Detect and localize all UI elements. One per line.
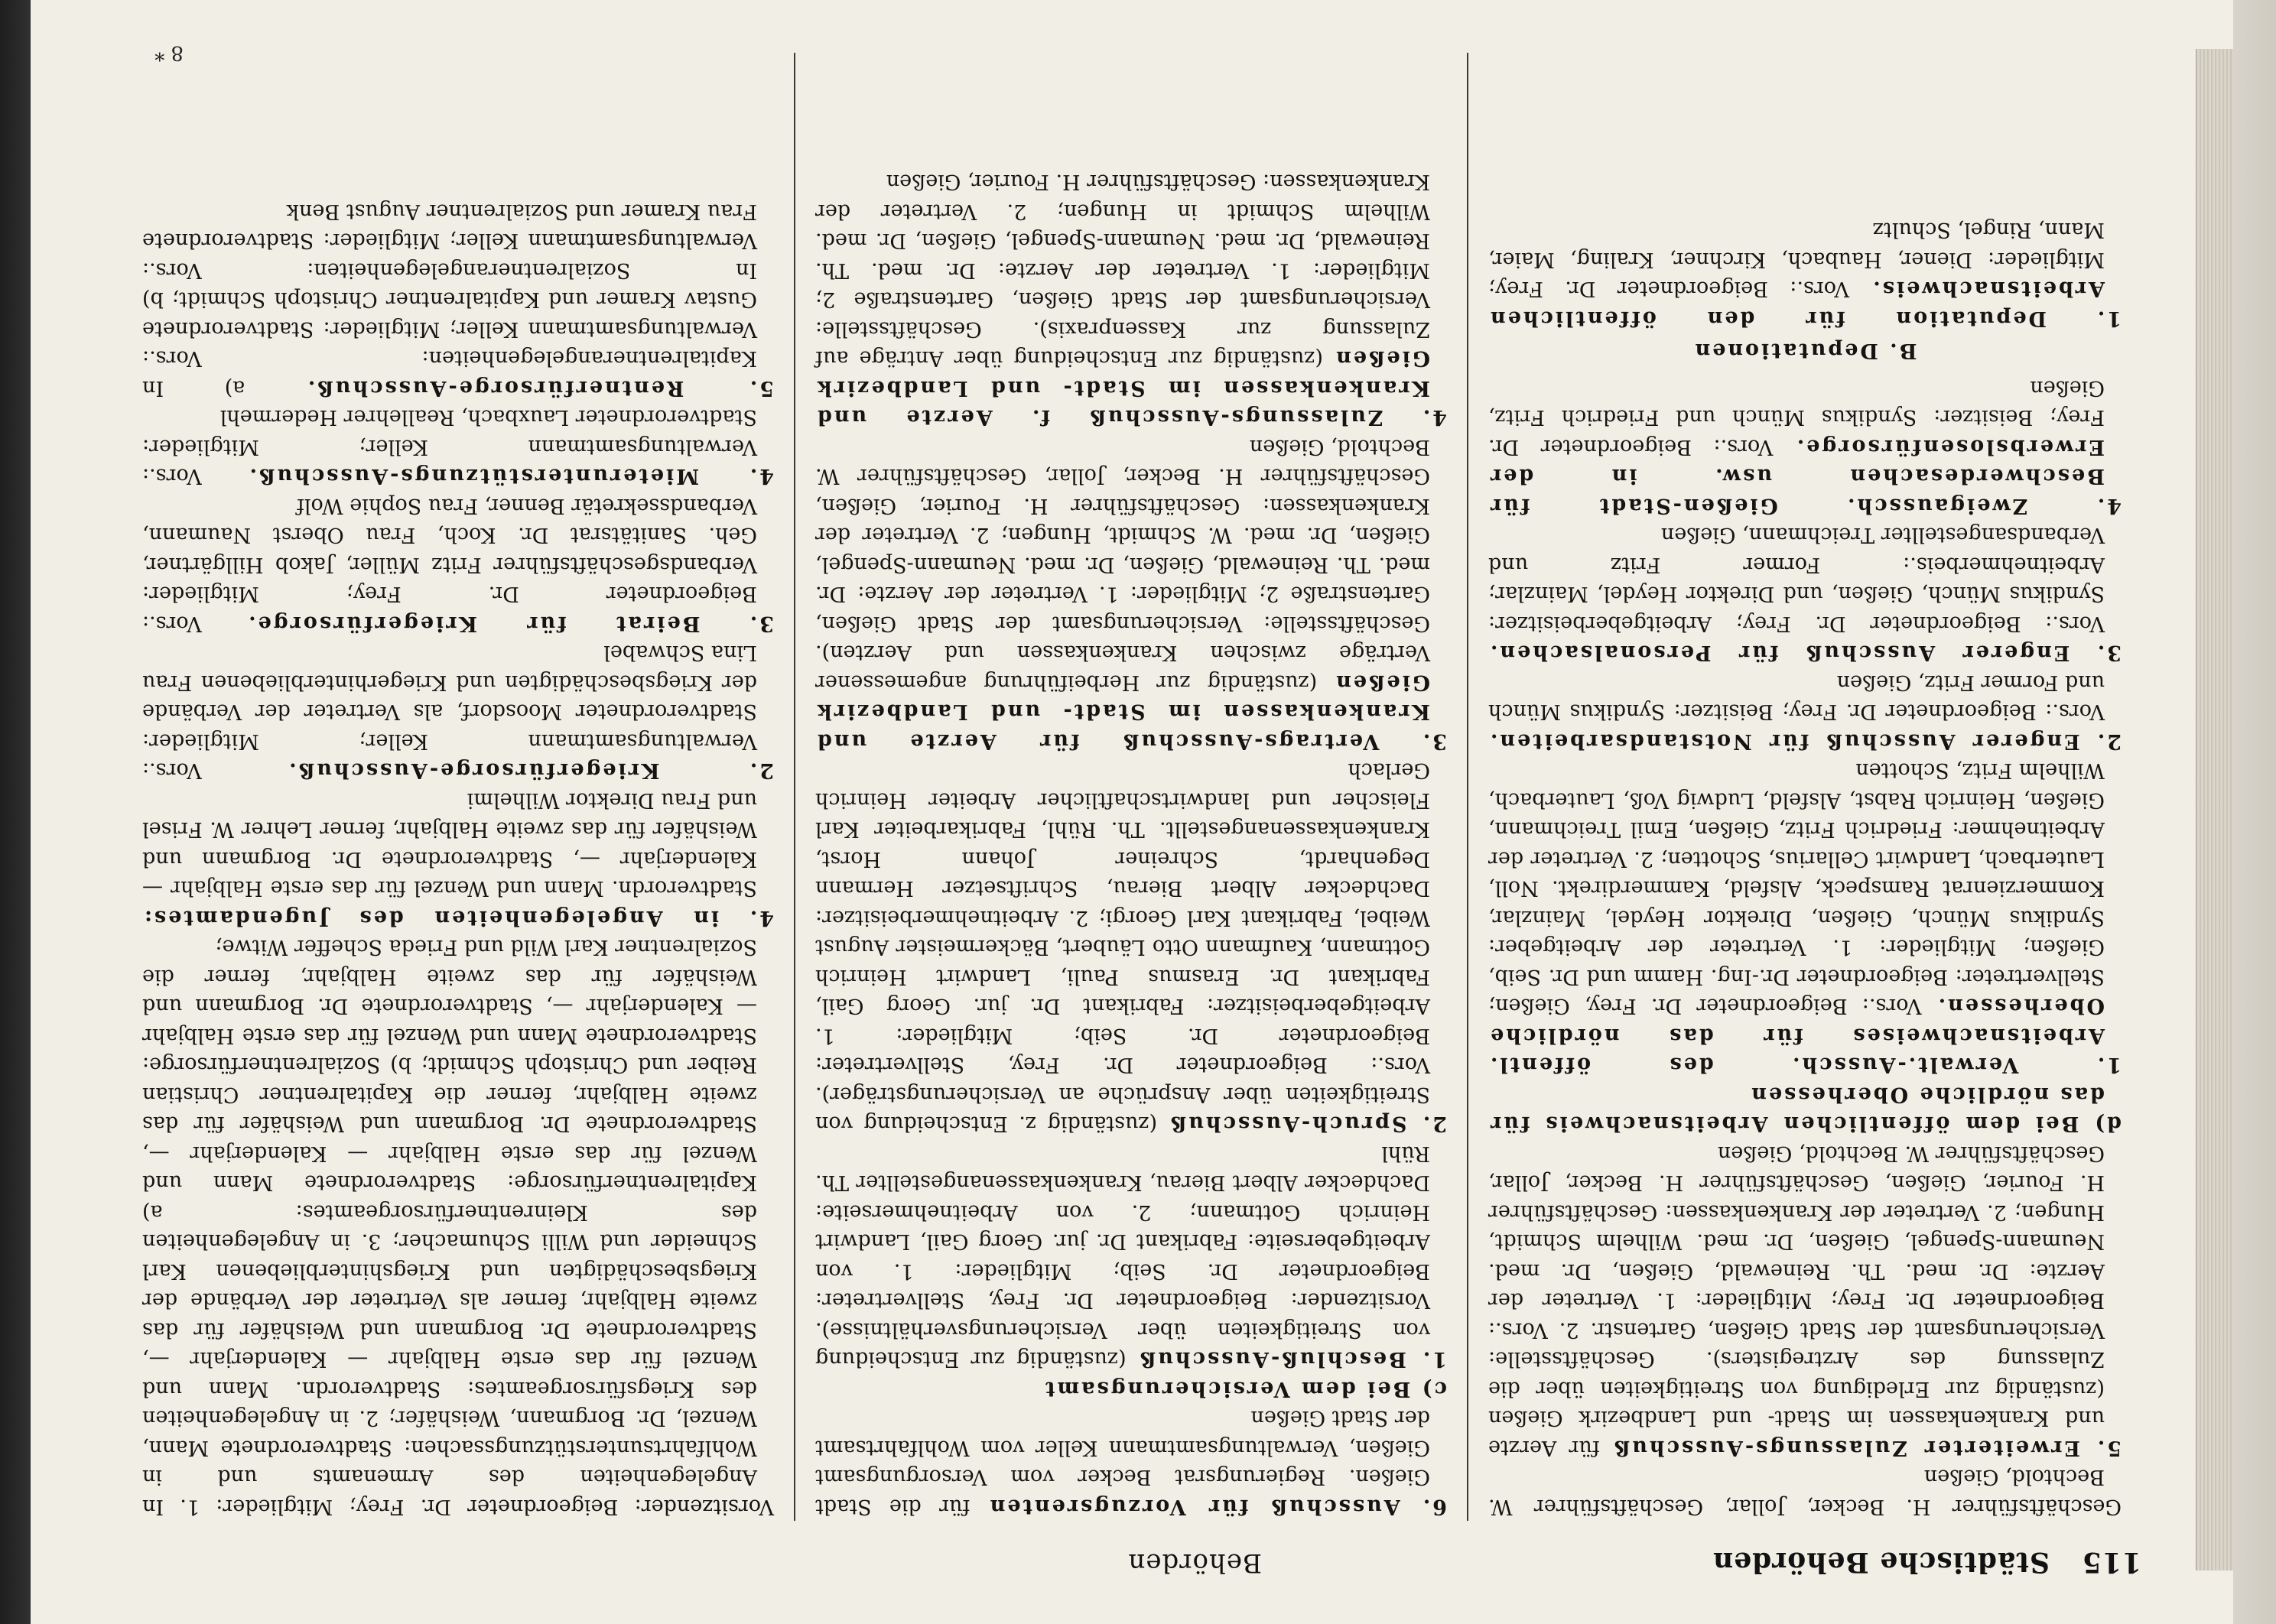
entry-heading: c) Bei dem Versicherungsamt: [1043, 1377, 1447, 1401]
entry-heading: 6. Ausschuß für Vorzugsrenten: [987, 1495, 1447, 1518]
entry-heading: 5. Rentnerfürsorge-Ausschuß.: [305, 376, 774, 400]
entry-heading: 3. Engerer Ausschuß für Personalsachen.: [1488, 641, 2122, 665]
signature-mark: 8 *: [154, 41, 184, 64]
entry: [1488, 667, 2122, 756]
column-left: [1468, 53, 2141, 1521]
entry-text: Geschäftsführer H. Becker, Jollar, Geschäftsführer W. Bechtold, Gießen: [1488, 1465, 2122, 1518]
entry: [815, 167, 1447, 432]
entry-heading: 2. Kriegerfürsorge-Ausschuß.: [287, 758, 774, 783]
entry-heading: 3. Beirat für Kriegerfürsorge.: [246, 612, 774, 635]
entry: [142, 491, 774, 638]
entry-text: Vors.: Beigeordneter Dr. Frey; Arbeitgeberbeisitzer: Syndikus Münch, Gießen, und Direktor Heydel, Mainzlar; Arbeitnehmerbeis.: Former Fritz und Verbandsangestellter Treichmann, Gießen: [1488, 523, 2105, 635]
entry-text: Vors.: Verwaltungsamtmann Keller; Mitglieder: Stadtverordneter Lauxbach, Reallehrer Hedermehl: [142, 405, 757, 489]
entry: [1488, 215, 2122, 333]
entry: [1488, 1462, 2122, 1521]
entry-text: Vors.: Beigeordneter Dr. Frey, Gießen; Stellvertreter: Beigeordneter Dr.-Ing. Hamm und Dr. Seib, Gießen; Mitglieder: 1. Vertreter der Arbeitgeber: Syndikus Münch, Gießen, Direktor Heydel, Mainzlar, Kommerzienrat Ramspeck, Alsfeld, Kammerdirekt. Noll, Lauterbach, Landwirt Cellarius, Schotten; 2. Vertreter der Arbeitnehmer: Friedrich Fritz, Gießen, Emil Treichmann, Gießen, Heinrich Rabst, Alsfeld, Ludwig Voß, Lauterbach, Wilhelm Fritz, Schotten: [1488, 758, 2105, 1018]
entry: [815, 1138, 1447, 1374]
entry: [1488, 520, 2122, 667]
entry-heading: 2. Spruch-Ausschuß: [1168, 1112, 1447, 1136]
entry-heading: B. Deputationen: [1692, 339, 1917, 363]
page-header: [122, 1532, 2141, 1578]
entry: [142, 932, 774, 1521]
entry-heading: 4. Zulassungs-Ausschuß f. Aerzte und Krankenkassen im Stadt- und Landbezirk Gießen: [815, 346, 1447, 430]
entry-text: Vors.: Beigeordneter Dr. Frey; Beisitzer: Syndikus Münch und Former Fritz, Gießen: [1488, 671, 2105, 724]
entry-heading: 5. Erweiterter Zulassungs-Ausschuß: [1611, 1436, 2122, 1460]
entry-heading: 1. Beschluß-Ausschuß: [1137, 1347, 1447, 1372]
entry: [142, 197, 774, 403]
column-middle: [795, 53, 1468, 1521]
entry: [815, 755, 1447, 1138]
entry-text: für die Stadt Gießen. Regierungsrat Becker vom Versorgungsamt Gießen, Verwaltungsamtmann Keller vom Wohlfahrtsamt der Stadt Gießen: [815, 1406, 1430, 1518]
entry-heading: 3. Vertrags-Ausschuß für Aerzte und Krankenkassen im Stadt- und Landbezirk Gießen: [815, 671, 1447, 753]
entry-heading: 1. Deputation für den öffentlichen Arbeitsnachweis.: [1488, 277, 2122, 330]
column-right: [122, 53, 795, 1521]
entry-text: (zuständig zur Entscheidung von Streitigkeiten über Versicherungsverhältnisse). Vorsitzender: Beigeordneter Dr. Frey, Stellvertreter: Beigeordneter Dr. Seib; Mitglieder: 1. von Arbeitgeberseite: Fabrikant Dr. jur. Georg Gail, Landwirt Heinrich Gottmann; 2. von Arbeitnehmerseite: Dachdecker Albert Bierau, Krankenkassenangestellter Th. Rühl: [815, 1142, 1430, 1372]
entry: [1488, 755, 2122, 1080]
entry: [815, 1403, 1447, 1521]
entry-heading: 4. Zweigaussch. Gießen-Stadt für Beschwerdesachen usw. in der Erwerbslosenfürsorge.: [1488, 435, 2122, 518]
running-title: Städtische Behörden: [1712, 1546, 2050, 1578]
entry-text: (zuständig zur Herbeiführung angemessener Verträge zwischen Krankenkassen und Aerzten). Geschäftsstelle: Versicherungsamt der Stadt Gießen, Gartenstraße 2; Mitglieder: 1. Vertreter der Aerzte: Dr. med. Th. Reinewald, Gießen, Dr. med. Neumann-Spengel, Gießen, Dr. med. W. Schmidt, Hungen; 2. Vertreter der Krankenkassen: Geschäftsführer H. Fourier, Gießen, Geschäftsführer H. Becker, Jollar, Geschäftsführer W. Bechtold, Gießen: [815, 435, 1430, 694]
stacked-page-edges: [2196, 49, 2233, 1570]
entry-heading: 2. Engerer Ausschuß für Notstandsarbeiten.: [1488, 729, 2122, 753]
entry: [142, 638, 774, 785]
entry-text: Stadtverordn. Mann und Wenzel für das erste Halbjahr — Kalenderjahr —, Stadtverordnete Dr. Borgmann und Weishäfer für das zweite Halbjahr, ferner Lehrer W. Frisel und Frau Direktor Wilhelmi: [142, 788, 757, 901]
book-page: [31, 0, 2233, 1624]
entry-heading: 1. Verwalt.-Aussch. des öffentl. Arbeitsnachweises für das nördliche Oberhessen.: [1488, 994, 2122, 1077]
entry-heading: d) Bei dem öffentlichen Arbeitsnachweis für das nördliche Oberhessen: [1488, 1083, 2122, 1136]
entry-text: (zuständig z. Entscheidung von Streitigkeiten über Ansprüche an Versicherungsträger). Vors.: Beigeordneter Dr. Frey, Stellvertreter: Beigeordneter Dr. Seib; Mitglieder: 1. Arbeitgeberbeisitzer: Fabrikant Dr. jur. Georg Gail, Fabrikant Dr. Erasmus Pauli, Landwirt Heinrich Gottmann, Kaufmann Otto Läubert, Bäckermeister August Weibel, Fabrikant Karl Georgi; 2. Arbeitnehmerbeisitzer: Dachdecker Albert Bierau, Schriftsetzer Hermann Degenhardt, Schreiner Johann Horst, Krankenkassenangestellt. Th. Rühl, Fabrikarbeiter Karl Fleischer und landwirtschaftlicher Arbeiter Heinrich Gerlach: [815, 758, 1430, 1136]
entry: [1488, 1138, 2122, 1463]
entry-text: Vors.: Beigeordneter Dr. Frey; Mitglieder: Verbandsgeschäftsführer Fritz Müller, Jakob Hillgärtner, Geh. Sanitätsrat Dr. Koch, Frau Oberst Naumann, Verbandssekretär Benner, Frau Sophie Wolf: [141, 494, 757, 635]
page-number: 115: [2081, 1546, 2141, 1578]
entry-heading: 4. Mieterunterstützungs-Ausschuß.: [247, 464, 774, 489]
entry-text: a) In Kapitalrentnerangelegenheiten: Vors.: Verwaltungsamtmann Keller; Mitglieder: Stadtverordnete Gustav Kramer und Kapitalrentner Christoph Schmidt; b) In Sozialrentnerangelegenheiten: Vors.: Verwaltungsamtmann Keller; Mitglieder: Stadtverordnete Frau Kramer und Sozialrentner August Benk: [142, 200, 757, 400]
entry: [142, 785, 774, 933]
entry: [1488, 1080, 2122, 1138]
section-title: Behörden: [1127, 1548, 1262, 1578]
entry: [815, 1374, 1447, 1404]
entry: [1488, 336, 2122, 365]
entry-text: Vors.: Beigeordneter Dr. Frey; Mitglieder: Diener, Haubach, Kirchner, Kraling, Maier, Mann, Ringel, Schultz: [1488, 218, 2105, 301]
entry: [142, 402, 774, 491]
text-columns: [122, 53, 2141, 1521]
entry-text: Vors.: Verwaltungsamtmann Keller; Mitglieder: Stadtverordneter Moosdorf, als Vertreter der Verbände der Kriegsbeschädigten und Kriegerhinterbliebenen Frau Lina Schwabel: [142, 641, 757, 783]
entry: [815, 432, 1447, 756]
entry-text: Vorsitzender: Beigeordneter Dr. Frey; Mitglieder: 1. In Angelegenheiten des Armenamts und in Wohlfahrtsunterstützungssachen: Stadtverordnete Mann, Wenzel, Dr. Borgmann, Weishäfer; 2. in Angelegenheiten des Kriegsfürsorgeamtes: Stadtverordn. Mann und Wenzel für das erste Halbjahr — Kalenderjahr —, Stadtverordnete Dr. Borgmann und Weishäfer für das zweite Halbjahr, ferner als Vertreter der Verbände der Kriegsbeschädigten und Kriegshinterbliebenen Karl Schneider und Willi Schumacher; 3. in Angelegenheiten des Kleinrentnerfürsorgeamtes: a) Kapitalrentnerfürsorge: Stadtverordnete Mann und Wenzel für das erste Halbjahr — Kalenderjahr —, Stadtverordnete Dr. Borgmann und Weishäfer für das zweite Halbjahr, ferner die Kapitalrentner Christian Reiber und Christoph Schmidt; b) Sozialrentnerfürsorge: Stadtverordnete Mann und Wenzel für das erste Halbjahr — Kalenderjahr —, Stadtverordnete Dr. Borgmann und Weishäfer für das zweite Halbjahr, ferner die Sozialrentner Karl Wild und Frieda Scheffer Witwe;: [142, 935, 774, 1518]
entry-text: (zuständig zur Entscheidung über Anträge auf Zulassung zur Kassenpraxis). Geschäftsstelle: Versicherungsamt der Stadt Gießen, Gartenstraße 2; Mitglieder: 1. Vertreter der Aerzte: Dr. med. Th. Reinewald, Dr. med. Neumann-Spengel, Gießen, Dr. med. Wilhelm Schmidt in Hungen; 2. Vertreter der Krankenkassen: Geschäftsführer H. Fourier, Gießen: [815, 170, 1430, 371]
entry-heading: 4. in Angelegenheiten des Jugendamtes:: [142, 906, 774, 930]
entry-text: für Aerzte und Krankenkassen im Stadt- und Landbezirk Gießen (zuständig zur Erledigung von Streitigkeiten über die Zulassung des Arztregisters). Geschäftsstelle: Versicherungsamt der Stadt Gießen, Gartenstr. 2. Vors.: Beigeordneter Dr. Frey; Mitglieder: 1. Vertreter der Aerzte: Dr. med. Th. Reinewald, Gießen, Dr. med. Neumann-Spengel, Gießen, Dr. med. Wilhelm Schmidt, Hungen; 2. Vertreter der Krankenkassen: Geschäftsführer H. Fourier, Gießen, Geschäftsführer H. Becker, Jollar, Geschäftsführer W. Bechtold, Gießen: [1488, 1142, 2105, 1460]
entry-text: Vors.: Beigeordneter Dr. Frey; Beisitzer: Syndikus Münch und Friedrich Fritz, Gießen: [1488, 376, 2105, 459]
entry: [1488, 373, 2122, 521]
